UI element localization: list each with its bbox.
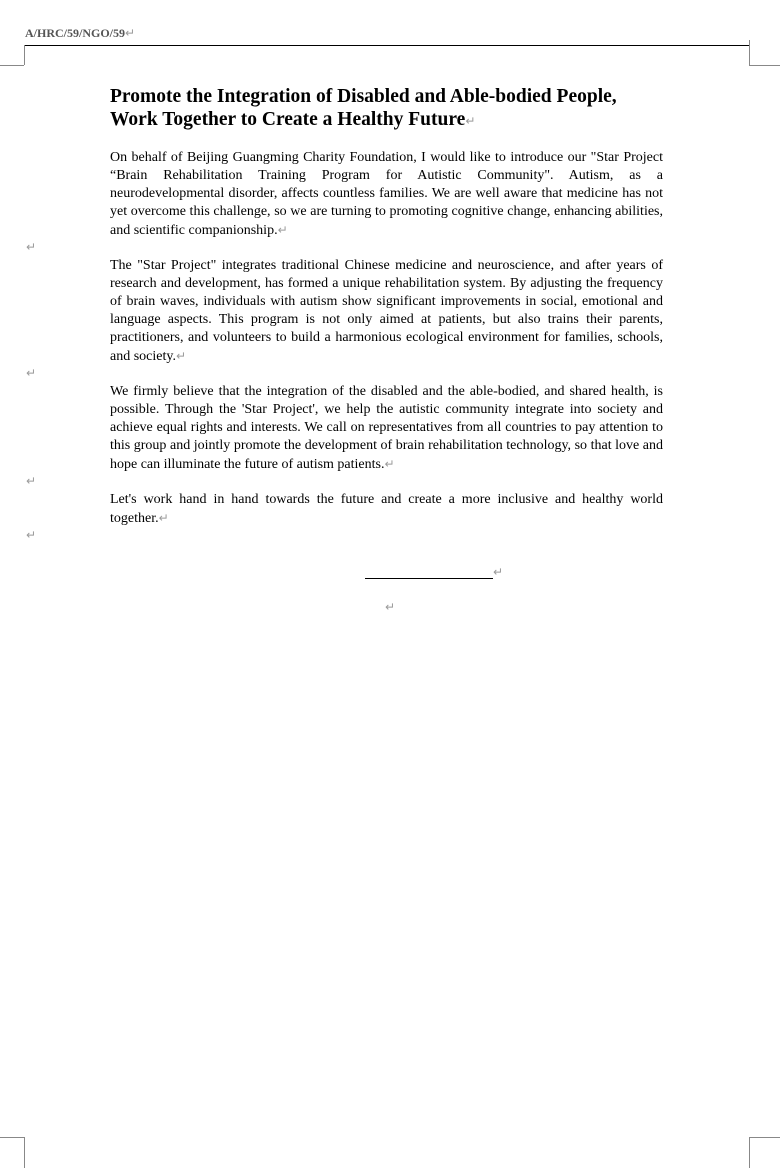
- paragraph-1: On behalf of Beijing Guangming Charity Foundation, I would like to introduce our "Star Project “Brain Rehabilitation Training Program for Autistic Community". Autism, as a neurodevelopmental disorder, affects countless families. We are well aware that medicine has not yet overcome this challenge, so we are turning to promoting cognitive change, enhancing abilities, and scientific companionship.↵: [110, 150, 663, 238]
- document-symbol: A/HRC/59/NGO/59↵: [25, 26, 136, 40]
- paragraph-mark-icon: ↵: [384, 457, 395, 471]
- empty-paragraph-mark-icon: ↵: [26, 474, 37, 488]
- paragraph-mark-icon: ↵: [465, 114, 476, 128]
- title-line-1: Promote the Integration of Disabled and Able-bodied People,: [110, 86, 617, 107]
- page-title: [110, 85, 690, 133]
- corner-mark-top-right-h: [749, 65, 780, 66]
- header-rule: [25, 45, 750, 46]
- paragraph-mark-icon: ↵: [158, 511, 169, 525]
- corner-mark-bottom-right-h: [749, 1137, 780, 1138]
- corner-mark-bottom-left-h: [0, 1137, 24, 1138]
- title-line-2: Work Together to Create a Healthy Future↵: [110, 109, 476, 130]
- paragraph-mark-icon: ↵: [175, 349, 187, 363]
- paragraph-mark-icon: ↵: [277, 223, 288, 237]
- corner-mark-top-left-h: [0, 65, 24, 66]
- paragraph-mark-icon: ↵: [125, 26, 136, 40]
- paragraph-2: The "Star Project" integrates traditional Chinese medicine and neuroscience, and after years of research and development, has formed a unique rehabilitation system. By adjusting the frequency of brain waves, individuals with autism show significant improvements in social, emotional and language aspects. This program is not only aimed at patients, but also trains their parents, practitioners, and volunteers to build a harmonious ecological environment for families, schools, and society.↵: [110, 258, 663, 364]
- paragraph-4: Let's work hand in hand towards the future and create a more inclusive and healthy world together.↵: [110, 492, 663, 526]
- corner-mark-bottom-left-v: [24, 1137, 25, 1168]
- empty-paragraph-mark-icon: ↵: [26, 528, 37, 542]
- paragraph-mark-icon: ↵: [493, 565, 504, 579]
- paragraph-3: We firmly believe that the integration of the disabled and the able-bodied, and shared health, is possible. Through the 'Star Project', we help the autistic community integrate into society and achieve equal rights and interests. We call on representatives from all countries to pay attention to this group and jointly promote the development of brain rehabilitation technology, so that love and hope can illuminate the future of autism patients.↵: [110, 384, 663, 472]
- corner-mark-top-right-v: [749, 40, 750, 65]
- empty-paragraph-mark-icon: ↵: [26, 240, 37, 254]
- signature-line: [365, 578, 493, 579]
- empty-paragraph-mark-icon: ↵: [26, 366, 37, 380]
- corner-mark-top-left-v: [24, 45, 25, 65]
- corner-mark-bottom-right-v: [749, 1137, 750, 1168]
- empty-paragraph-mark-icon: ↵: [385, 600, 396, 614]
